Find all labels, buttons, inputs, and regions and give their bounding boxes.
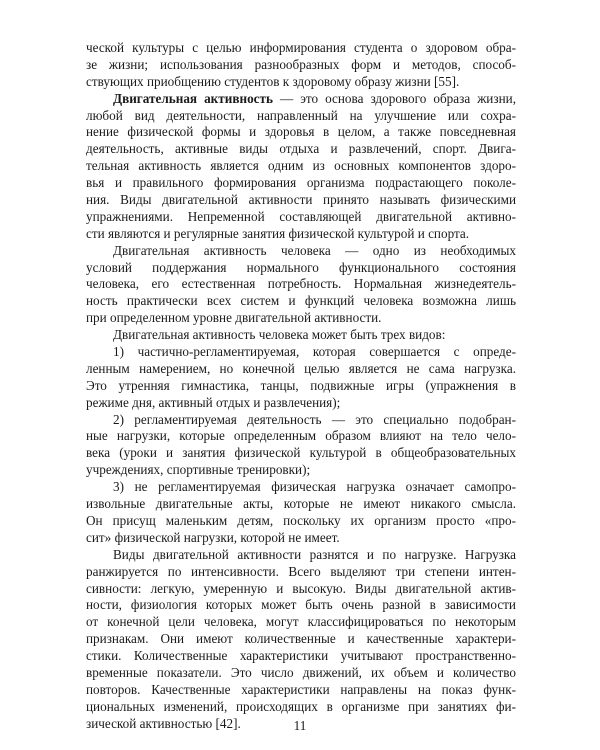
text-line: сивности: легкую, умеренную и высокую. Виды двигательной актив- (86, 580, 516, 596)
text-line: ческой культуры с целью информирования студента о здоровом обра- (86, 40, 516, 55)
page-number: 11 (293, 718, 307, 733)
text-line: ранжируется по интенсивности. Всего выделяют три степени интен- (86, 563, 516, 579)
text-line: циональных изменений, происходящих в организме при занятиях фи- (86, 698, 516, 714)
paragraph-1 (86, 40, 516, 91)
text-line: Он присущ маленьким детям, поскольку их организм просто «про- (86, 512, 516, 528)
text-line: человека, его естественная потребность. Нормальная жизнедеятель- (86, 276, 516, 292)
text-line: при определенном уровне двигательной активности. (86, 310, 382, 326)
text-line: любой вид деятельности, направленный на улучшение или сохра- (86, 107, 516, 123)
paragraph-2 (86, 91, 516, 243)
text-line: Виды двигательной активности разнятся и по нагрузке. Нагрузка (113, 546, 516, 562)
text-line: века (уроки и занятия физической культурой в общеобразовательных (86, 445, 516, 461)
list-item-3 (86, 479, 516, 547)
text-line: ствующих приобщению студентов к здоровому образу жизни [55]. (86, 73, 460, 89)
text-line: ность практически всех систем и функций человека возможна лишь (86, 293, 516, 309)
text-line: ные нагрузки, которые определенным образом влияют на тело чело- (86, 428, 516, 444)
paragraph-3 (86, 243, 516, 327)
text-line: нение физической формы и здоровья в целом, а также повседневная (86, 124, 516, 140)
text-line: Двигательная активность человека может быть трех видов: (113, 327, 446, 343)
text-line: ния. Виды двигательной активности принято называть физическими (86, 192, 516, 208)
text-line: тельная активность является одним из основных компонентов здоро- (86, 158, 516, 174)
text-line: Это утренняя гимнастика, танцы, подвижные игры (упражнения в (86, 377, 516, 393)
text-line: временные показатели. Это число движений, их объем и количество (86, 664, 516, 680)
text-line: от конечной цели человека, могут классифицироваться по некоторым (86, 614, 516, 630)
text-line: ленным намерением, но конечной целью является не сама нагрузка. (86, 360, 516, 376)
paragraph-4 (86, 327, 516, 344)
text-line: извольные двигательные акты, которые не имеют никакого смысла. (86, 496, 516, 512)
text-line: вья и правильного формирования организма подрастающего поколе- (86, 175, 516, 191)
text-line: условий поддержания нормального функционального состояния (86, 259, 516, 275)
text-line: стики. Количественные характеристики учитывают пространственно- (86, 648, 516, 664)
text-line: повторов. Качественные характеристики направлены на показ функ- (86, 681, 516, 697)
text-line: режиме дня, активный отдых и развлечения); (86, 394, 341, 410)
text-line: 1) частично-регламентируемая, которая совершается с опреде- (113, 344, 516, 360)
page-body (86, 40, 516, 733)
text-line: зической активностью [42]. (86, 715, 241, 731)
text-line: Двигательная активность человека — одно из необходимых (113, 242, 516, 258)
list-item-2 (86, 412, 516, 480)
text-line: учреждениях, спортивные тренировки); (86, 462, 311, 478)
text-line: упражнениями. Непременной составляющей двигательной активно- (86, 208, 516, 224)
text-line (86, 91, 516, 108)
text-line: 2) регламентируемая деятельность — это специально подобран- (113, 411, 516, 427)
text-line: 3) не регламентируемая физическая нагрузка означает самопро- (113, 479, 516, 495)
term-heading: Двигательная активность (113, 90, 273, 106)
text-line: признакам. Они имеют количественные и качественные характери- (86, 631, 516, 647)
text-line: сит» физической нагрузки, которой не имеет. (86, 529, 340, 545)
text-line: деятельность, активные виды отдыха и развлечений, спорт. Двига- (86, 141, 516, 157)
paragraph-5 (86, 547, 516, 733)
list-item-1 (86, 344, 516, 412)
text-line: ности, физиология которых может быть очень разной в зависимости (86, 597, 516, 613)
text-line: зе жизни; использования разнообразных форм и методов, способ- (86, 56, 516, 72)
text-line: сти являются и регулярные занятия физической культурой и спорта. (86, 225, 470, 241)
text-fragment: — это основа здорового образа жизни, (272, 90, 516, 106)
